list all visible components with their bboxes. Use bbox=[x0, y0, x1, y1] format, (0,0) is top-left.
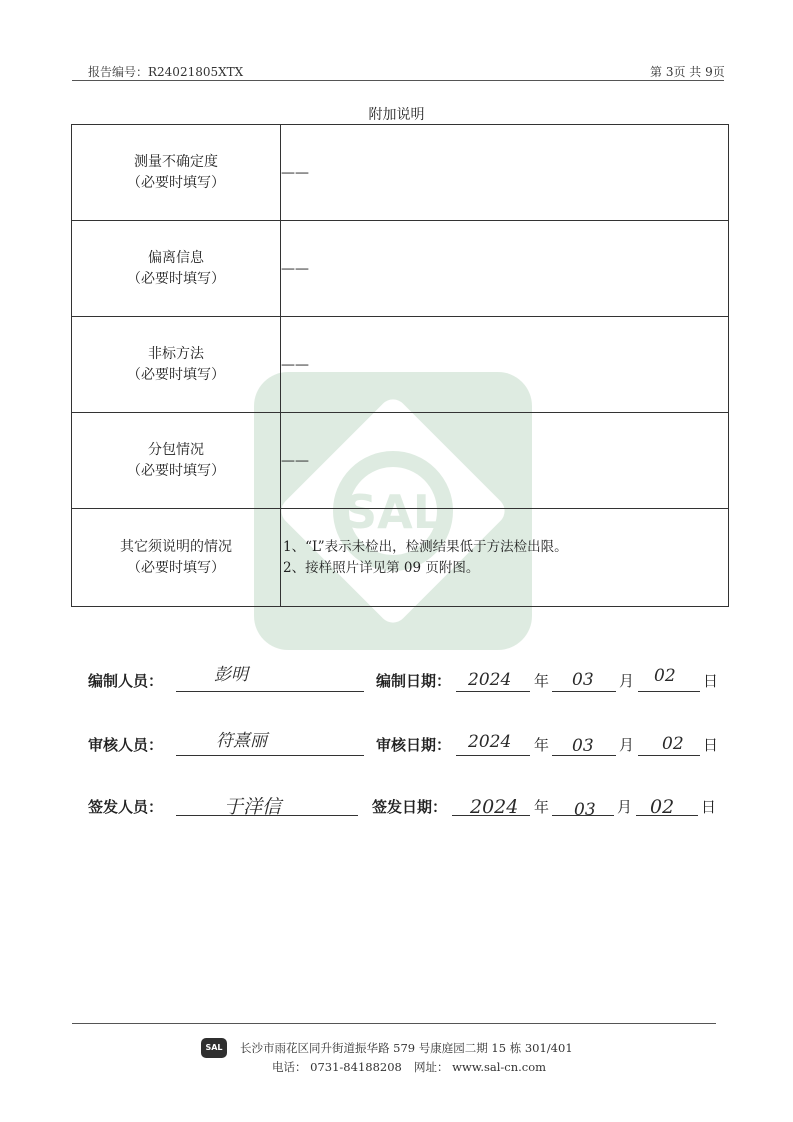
report-number: 报告编号：R24021805XTX bbox=[88, 65, 244, 79]
row-note: （必要时填写） bbox=[127, 366, 225, 383]
row-note: （必要时填写） bbox=[127, 559, 225, 576]
row-note: （必要时填写） bbox=[127, 270, 225, 287]
compiler-signature-line bbox=[176, 691, 364, 692]
year-unit: 年 bbox=[534, 672, 550, 690]
table-row bbox=[72, 509, 729, 607]
compile-month: 03 bbox=[572, 670, 594, 690]
watermark-text: SAL bbox=[343, 485, 443, 539]
review-year: 2024 bbox=[468, 732, 512, 752]
reviewer-signature-line bbox=[176, 755, 364, 756]
month-unit: 月 bbox=[617, 798, 633, 816]
row-label: 偏离信息 bbox=[148, 249, 204, 266]
day-line bbox=[638, 755, 700, 756]
row-value: —— bbox=[281, 452, 309, 469]
row-value-line-1: 1、“L”表示未检出，检测结果低于方法检出限。 bbox=[283, 538, 568, 555]
compile-date-label: 编制日期： bbox=[376, 672, 452, 690]
row-value-line-2: 2、接样照片详见第 09 页附图。 bbox=[283, 559, 480, 576]
compiler-signature: 彭明 bbox=[214, 665, 248, 685]
day-unit: 日 bbox=[703, 736, 719, 754]
header-divider bbox=[72, 80, 724, 81]
row-note: （必要时填写） bbox=[127, 462, 225, 479]
issuer-signature: 于洋信 bbox=[224, 796, 282, 818]
reviewer-label: 审核人员： bbox=[88, 736, 164, 754]
year-line bbox=[456, 755, 530, 756]
issue-year: 2024 bbox=[470, 796, 519, 818]
year-line bbox=[456, 691, 530, 692]
review-month: 03 bbox=[572, 736, 594, 756]
table-row bbox=[72, 413, 729, 509]
reviewer-signature: 符熹丽 bbox=[216, 731, 267, 751]
compile-day: 02 bbox=[654, 666, 676, 686]
day-unit: 日 bbox=[701, 798, 717, 816]
compile-year: 2024 bbox=[468, 670, 512, 690]
issue-day: 02 bbox=[650, 796, 675, 818]
year-unit: 年 bbox=[534, 736, 550, 754]
footer-phone: 电话： 0731-84188208 bbox=[272, 1060, 402, 1074]
review-day: 02 bbox=[662, 734, 684, 754]
page-info: 第 3页 共 9页 bbox=[650, 65, 725, 79]
review-date-label: 审核日期： bbox=[376, 736, 452, 754]
issuer-label: 签发人员： bbox=[88, 798, 164, 816]
page-title: 附加说明 bbox=[368, 107, 425, 123]
compiler-label: 编制人员： bbox=[88, 672, 164, 690]
footer-website: 网址： www.sal-cn.com bbox=[414, 1060, 547, 1074]
table-row bbox=[72, 317, 729, 413]
footer-address: 长沙市雨花区同升街道振华路 579 号康庭园二期 15 栋 301/401 bbox=[240, 1041, 573, 1055]
month-unit: 月 bbox=[619, 736, 635, 754]
month-unit: 月 bbox=[619, 672, 635, 690]
issue-date-label: 签发日期： bbox=[372, 798, 448, 816]
row-note: （必要时填写） bbox=[127, 174, 225, 191]
table-row bbox=[72, 221, 729, 317]
month-line bbox=[552, 691, 616, 692]
year-unit: 年 bbox=[534, 798, 550, 816]
day-line bbox=[638, 691, 700, 692]
row-value: —— bbox=[281, 164, 309, 181]
day-unit: 日 bbox=[703, 672, 719, 690]
additional-info-table bbox=[71, 124, 729, 607]
row-value: —— bbox=[281, 260, 309, 277]
row-label: 非标方法 bbox=[148, 345, 204, 362]
table-row bbox=[72, 125, 729, 221]
row-value: —— bbox=[281, 356, 309, 373]
row-label: 分包情况 bbox=[148, 441, 204, 458]
footer-divider bbox=[72, 1023, 716, 1024]
sal-logo-icon: SAL bbox=[201, 1038, 227, 1058]
issue-month: 03 bbox=[574, 800, 596, 820]
row-label: 测量不确定度 bbox=[134, 153, 218, 170]
row-label: 其它须说明的情况 bbox=[120, 538, 232, 555]
